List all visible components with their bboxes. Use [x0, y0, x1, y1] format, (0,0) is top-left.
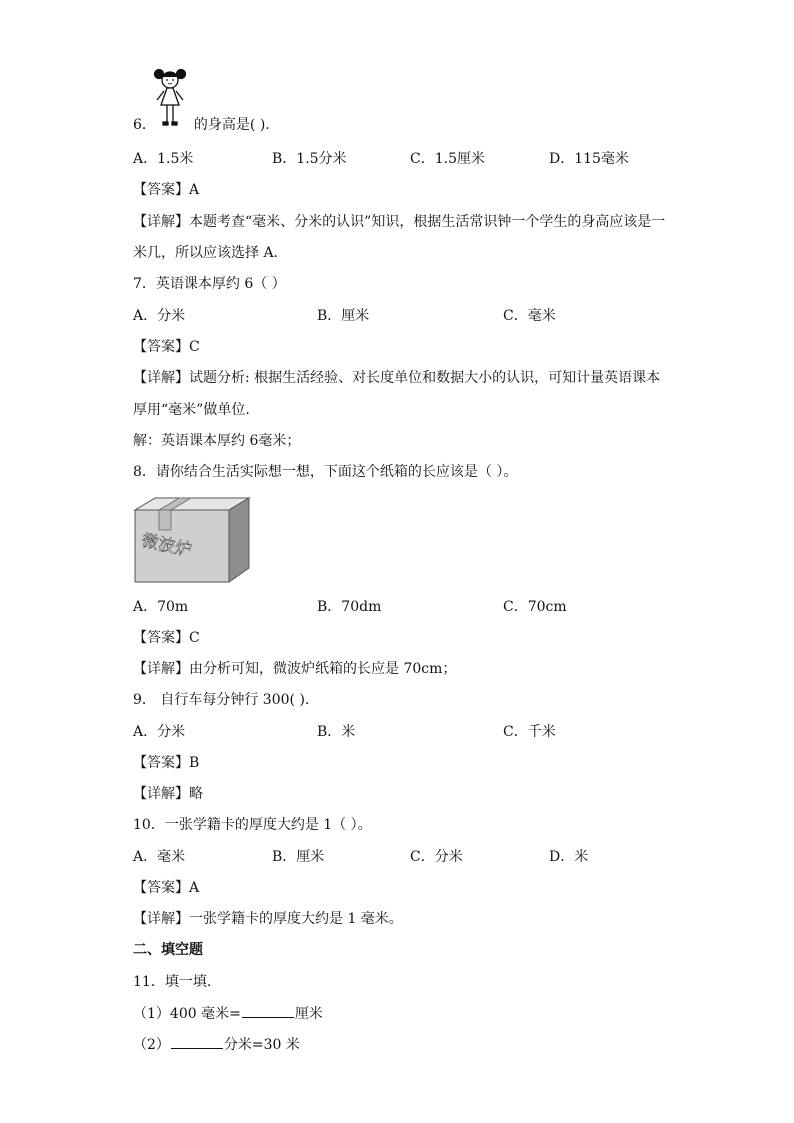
q7-detail-line1: 【详解】试题分析: 根据生活经验、对长度单位和数据大小的认识，可知计量英语课本: [133, 370, 661, 386]
q10-option-d: D．米: [549, 849, 589, 865]
q7-option-a: A．分米: [133, 308, 186, 324]
q6-stem: 的身高是( ).: [193, 117, 270, 133]
q7-stem: 7．英语课本厚约 6（ ）: [133, 276, 286, 292]
q6-option-b: B．1.5分米: [272, 151, 347, 167]
q8-option-c: C．70cm: [503, 599, 567, 615]
q9-option-a: A．分米: [133, 724, 186, 740]
q10-stem: 10．一张学籍卡的厚度大约是 1（ ）。: [133, 817, 372, 833]
q10-answer: 【答案】A: [133, 880, 200, 896]
q11-item2-blank[interactable]: [171, 1034, 223, 1049]
q9-answer: 【答案】B: [133, 755, 200, 771]
q10-option-a: A．毫米: [133, 849, 186, 865]
q6-option-d: D．115毫米: [549, 151, 629, 167]
q9-detail: 【详解】略: [133, 786, 203, 802]
q11-item1-prefix: （1）400 毫米=: [133, 1006, 241, 1022]
microwave-box-image: [133, 496, 251, 586]
q7-answer: 【答案】C: [133, 339, 200, 355]
q9-option-c: C．千米: [503, 724, 556, 740]
q6-number: 6．: [133, 117, 156, 133]
q7-option-c: C．毫米: [503, 308, 556, 324]
q11-item1-suffix: 厘米: [294, 1006, 323, 1022]
q10-option-b: B．厘米: [272, 849, 325, 865]
q6-detail-line1: 【详解】本题考查“毫米、分米的认识”知识，根据生活常识钟一个学生的身高应该是一: [133, 214, 666, 230]
q10-option-c: C．分米: [410, 849, 463, 865]
q11-stem: 11．填一填.: [133, 974, 212, 990]
q10-detail: 【详解】一张学籍卡的厚度大约是 1 毫米。: [133, 911, 403, 927]
q8-stem: 8．请你结合生活实际想一想，下面这个纸箱的长应该是（ ）。: [133, 464, 518, 480]
q11-item2: [133, 1034, 300, 1055]
q11-item1: [133, 1003, 323, 1024]
q11-item2-suffix: 分米=30 米: [223, 1037, 300, 1053]
q6-answer: 【答案】A: [133, 182, 200, 198]
q8-detail: 【详解】由分析可知，微波炉纸箱的长应是 70cm；: [133, 661, 457, 677]
q6-option-a: A．1.5米: [133, 151, 194, 167]
section-title: 二、填空题: [133, 942, 203, 958]
q9-option-b: B．米: [317, 724, 356, 740]
q7-detail-line2: 厚用“毫米”做单位.: [133, 402, 250, 418]
box-label: 微波炉: [139, 530, 194, 562]
q6-option-c: C．1.5厘米: [410, 151, 485, 167]
q11-item1-blank[interactable]: [242, 1003, 294, 1018]
q9-stem: 9． 自行车每分钟行 300( ).: [133, 692, 310, 708]
q8-answer: 【答案】C: [133, 630, 200, 646]
q7-option-b: B．厘米: [317, 308, 370, 324]
q8-option-a: A．70m: [133, 599, 189, 615]
q11-item2-prefix: （2）: [133, 1037, 170, 1053]
q6-detail-line2: 米几，所以应该选择 A.: [133, 245, 279, 261]
q6-line: [133, 115, 270, 135]
q8-option-b: B．70dm: [317, 599, 382, 615]
q7-solution: 解：英语课本厚约 6毫米；: [133, 433, 301, 449]
